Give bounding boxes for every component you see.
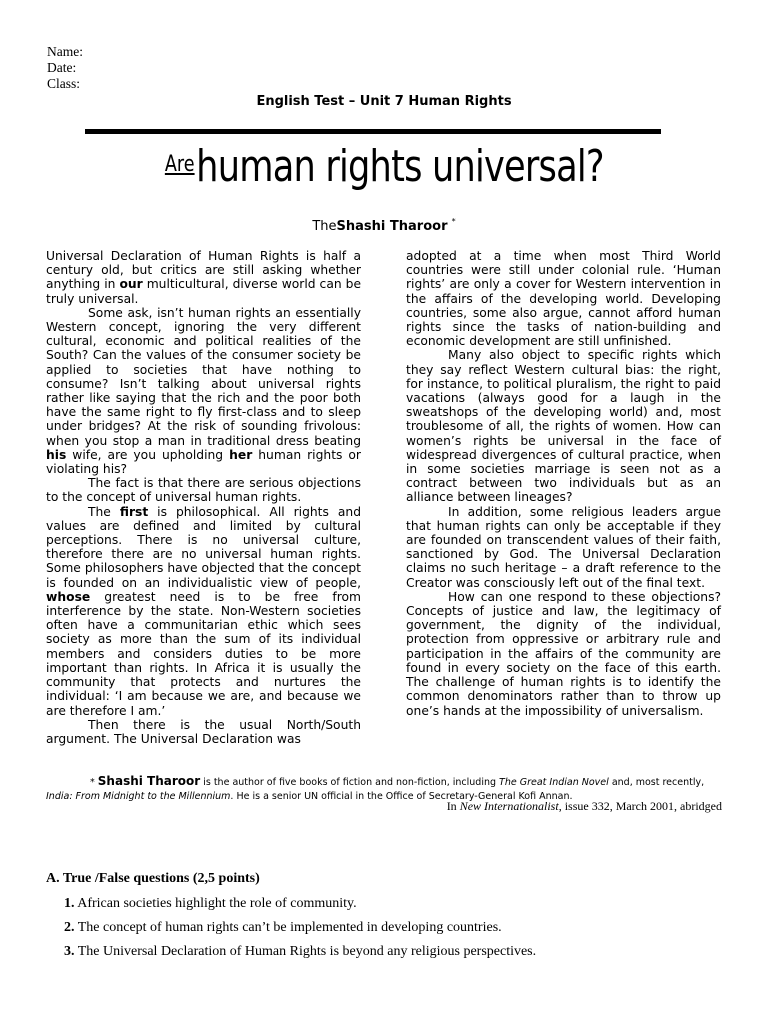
question-text: The concept of human rights can’t be implemented in developing countries.: [74, 920, 502, 935]
question-text: The Universal Declaration of Human Rights is beyond any religious perspectives.: [74, 944, 537, 959]
questions-section: [46, 871, 536, 968]
paragraph-text: greatest need is to be free from interference by the state. Non-Western societies often have a communitarian ethic which sees society as more than the sum of its individual members and considers duties to be more important than rights. In Africa it is usually the community that protects and nurtures the individual: ‘I am because we are, and because we are therefore I am.’: [46, 589, 361, 718]
paragraph-text: multicultural, diverse world can be truly universal.: [46, 277, 362, 306]
paragraph-text: Some ask, isn’t human rights an essentially Western concept, ignoring the very different cultural, economic and political realities of the South? Can the values of the consumer society be applied to societies that have nothing to consume? Isn’t talking about universal rights rather like saying that the rich and the poor both have the same right to fly first-class and to sleep under bridges? At the risk of sounding frivolous: when you stop a man in traditional dress beating: [46, 305, 361, 448]
article-paragraph: [46, 718, 361, 746]
paragraph-text: The: [88, 504, 120, 519]
paragraph-text: Many also object to specific rights which they say reflect Western cultural bias: the right, for instance, to political pluralism, the right to paid vacations (always good for a laugh in the sweatshops of the developing world) and, most troublesome of all, the rights of women. How can women’s rights be universal in the face of widespread divergences of cultural practice, when in some societies marriage is seen not as a contract between two individuals but as an alliance between lineages?: [406, 348, 721, 505]
paragraph-text: human rights or violating his?: [46, 447, 361, 477]
test-title: English Test – Unit 7 Human Rights: [256, 94, 512, 109]
paragraph-text: The fact is that there are serious objections to the concept of universal human rights.: [46, 476, 361, 505]
footnote-text-3: . He is a senior UN official in the Office of Secretary-General Kofi Annan.: [230, 791, 573, 802]
paragraph-text: is philosophical. All rights and values are defined and limited by cultural perceptions. There is no universal culture, therefore there are no universal human rights. Some philosophers have objected that the concept is founded on an individualistic view of people,: [46, 504, 361, 590]
byline-footnote-mark: *: [451, 217, 456, 226]
article-paragraph: [406, 348, 721, 504]
article-title-prefix: Are: [164, 152, 195, 177]
footnote-book-1: The Great Indian Novel: [499, 777, 609, 788]
source-suffix: , issue 332, March 2001, abridged: [558, 799, 722, 813]
article-paragraph: [46, 476, 361, 504]
article-paragraph: [46, 249, 361, 306]
emphasized-word: our: [119, 277, 143, 292]
question-item: [64, 944, 536, 960]
question-number: 3.: [64, 944, 75, 959]
questions-heading: A. True /False questions (2,5 points): [46, 871, 260, 886]
paragraph-text: wife, are you upholding: [66, 447, 230, 462]
footnote-author: Shashi Tharoor: [97, 774, 201, 788]
paragraph-text: How can one respond to these objections? Concepts of justice and law, the legitimacy of government, the dignity of the individual, protection from oppressive or arbitrary rule and participation in the affairs of the community are found in every society on the face of this earth. The challenge of human rights is to identify the common denominators rather than to throw up one’s hands at the impossibility of universalism.: [406, 589, 721, 718]
article-title: [0, 141, 768, 192]
footnote-text-1: is the author of five books of fiction and non-fiction, including: [200, 777, 500, 788]
footnote-text-2: and, most recently,: [608, 777, 705, 788]
byline-prefix: The: [312, 219, 337, 234]
article-column-left: [46, 249, 361, 746]
article-paragraph: [406, 590, 721, 718]
class-label: Class:: [47, 76, 81, 91]
emphasized-word: her: [229, 447, 253, 462]
question-number: 1.: [64, 896, 75, 911]
paragraph-text: In addition, some religious leaders argue that human rights can only be acceptable if they are founded on transcendent values of their faith, sanctioned by God. The Universal Declaration claims no such heritage – a draft reference to the Creator was consciously left out of the final text.: [406, 504, 721, 590]
date-label: Date:: [47, 60, 77, 75]
emphasized-word: first: [119, 504, 149, 519]
article-column-right: [406, 249, 721, 718]
article-source: [447, 799, 722, 814]
emphasized-word: his: [46, 447, 67, 462]
source-prefix: In: [446, 799, 460, 813]
source-publication: New Internationalist: [459, 799, 559, 813]
article-paragraph: [406, 249, 721, 348]
question-text: African societies highlight the role of community.: [74, 896, 357, 911]
question-number: 2.: [64, 920, 75, 935]
title-divider: [85, 129, 661, 134]
article-paragraph: [406, 505, 721, 590]
question-item: [64, 896, 536, 912]
emphasized-word: whose: [46, 589, 91, 604]
question-item: [64, 920, 536, 936]
paragraph-text: Then there is the usual North/South argument. The Universal Declaration was: [46, 717, 361, 746]
article-paragraph: [46, 306, 361, 476]
footnote-mark: *: [90, 777, 95, 788]
footnote-book-2: India: From Midnight to the Millennium: [46, 791, 231, 802]
name-label: Name:: [47, 44, 83, 59]
article-title-main: human rights universal?: [195, 141, 604, 192]
paragraph-text: Universal Declaration of Human Rights is half a century old, but critics are still asking whether anything in: [46, 249, 361, 292]
paragraph-text: adopted at a time when most Third World countries were still under colonial rule. ‘Human rights’ are only a cover for Western intervention in the affairs of the developing world. Developing countries, some also argue, cannot afford human rights since the tasks of nation-building and economic development are still unfinished.: [406, 249, 721, 349]
article-paragraph: [46, 505, 361, 718]
student-info-block: [47, 44, 83, 92]
byline-author: Shashi Tharoor: [336, 219, 448, 234]
article-byline: [0, 217, 768, 234]
questions-list: [46, 896, 536, 960]
